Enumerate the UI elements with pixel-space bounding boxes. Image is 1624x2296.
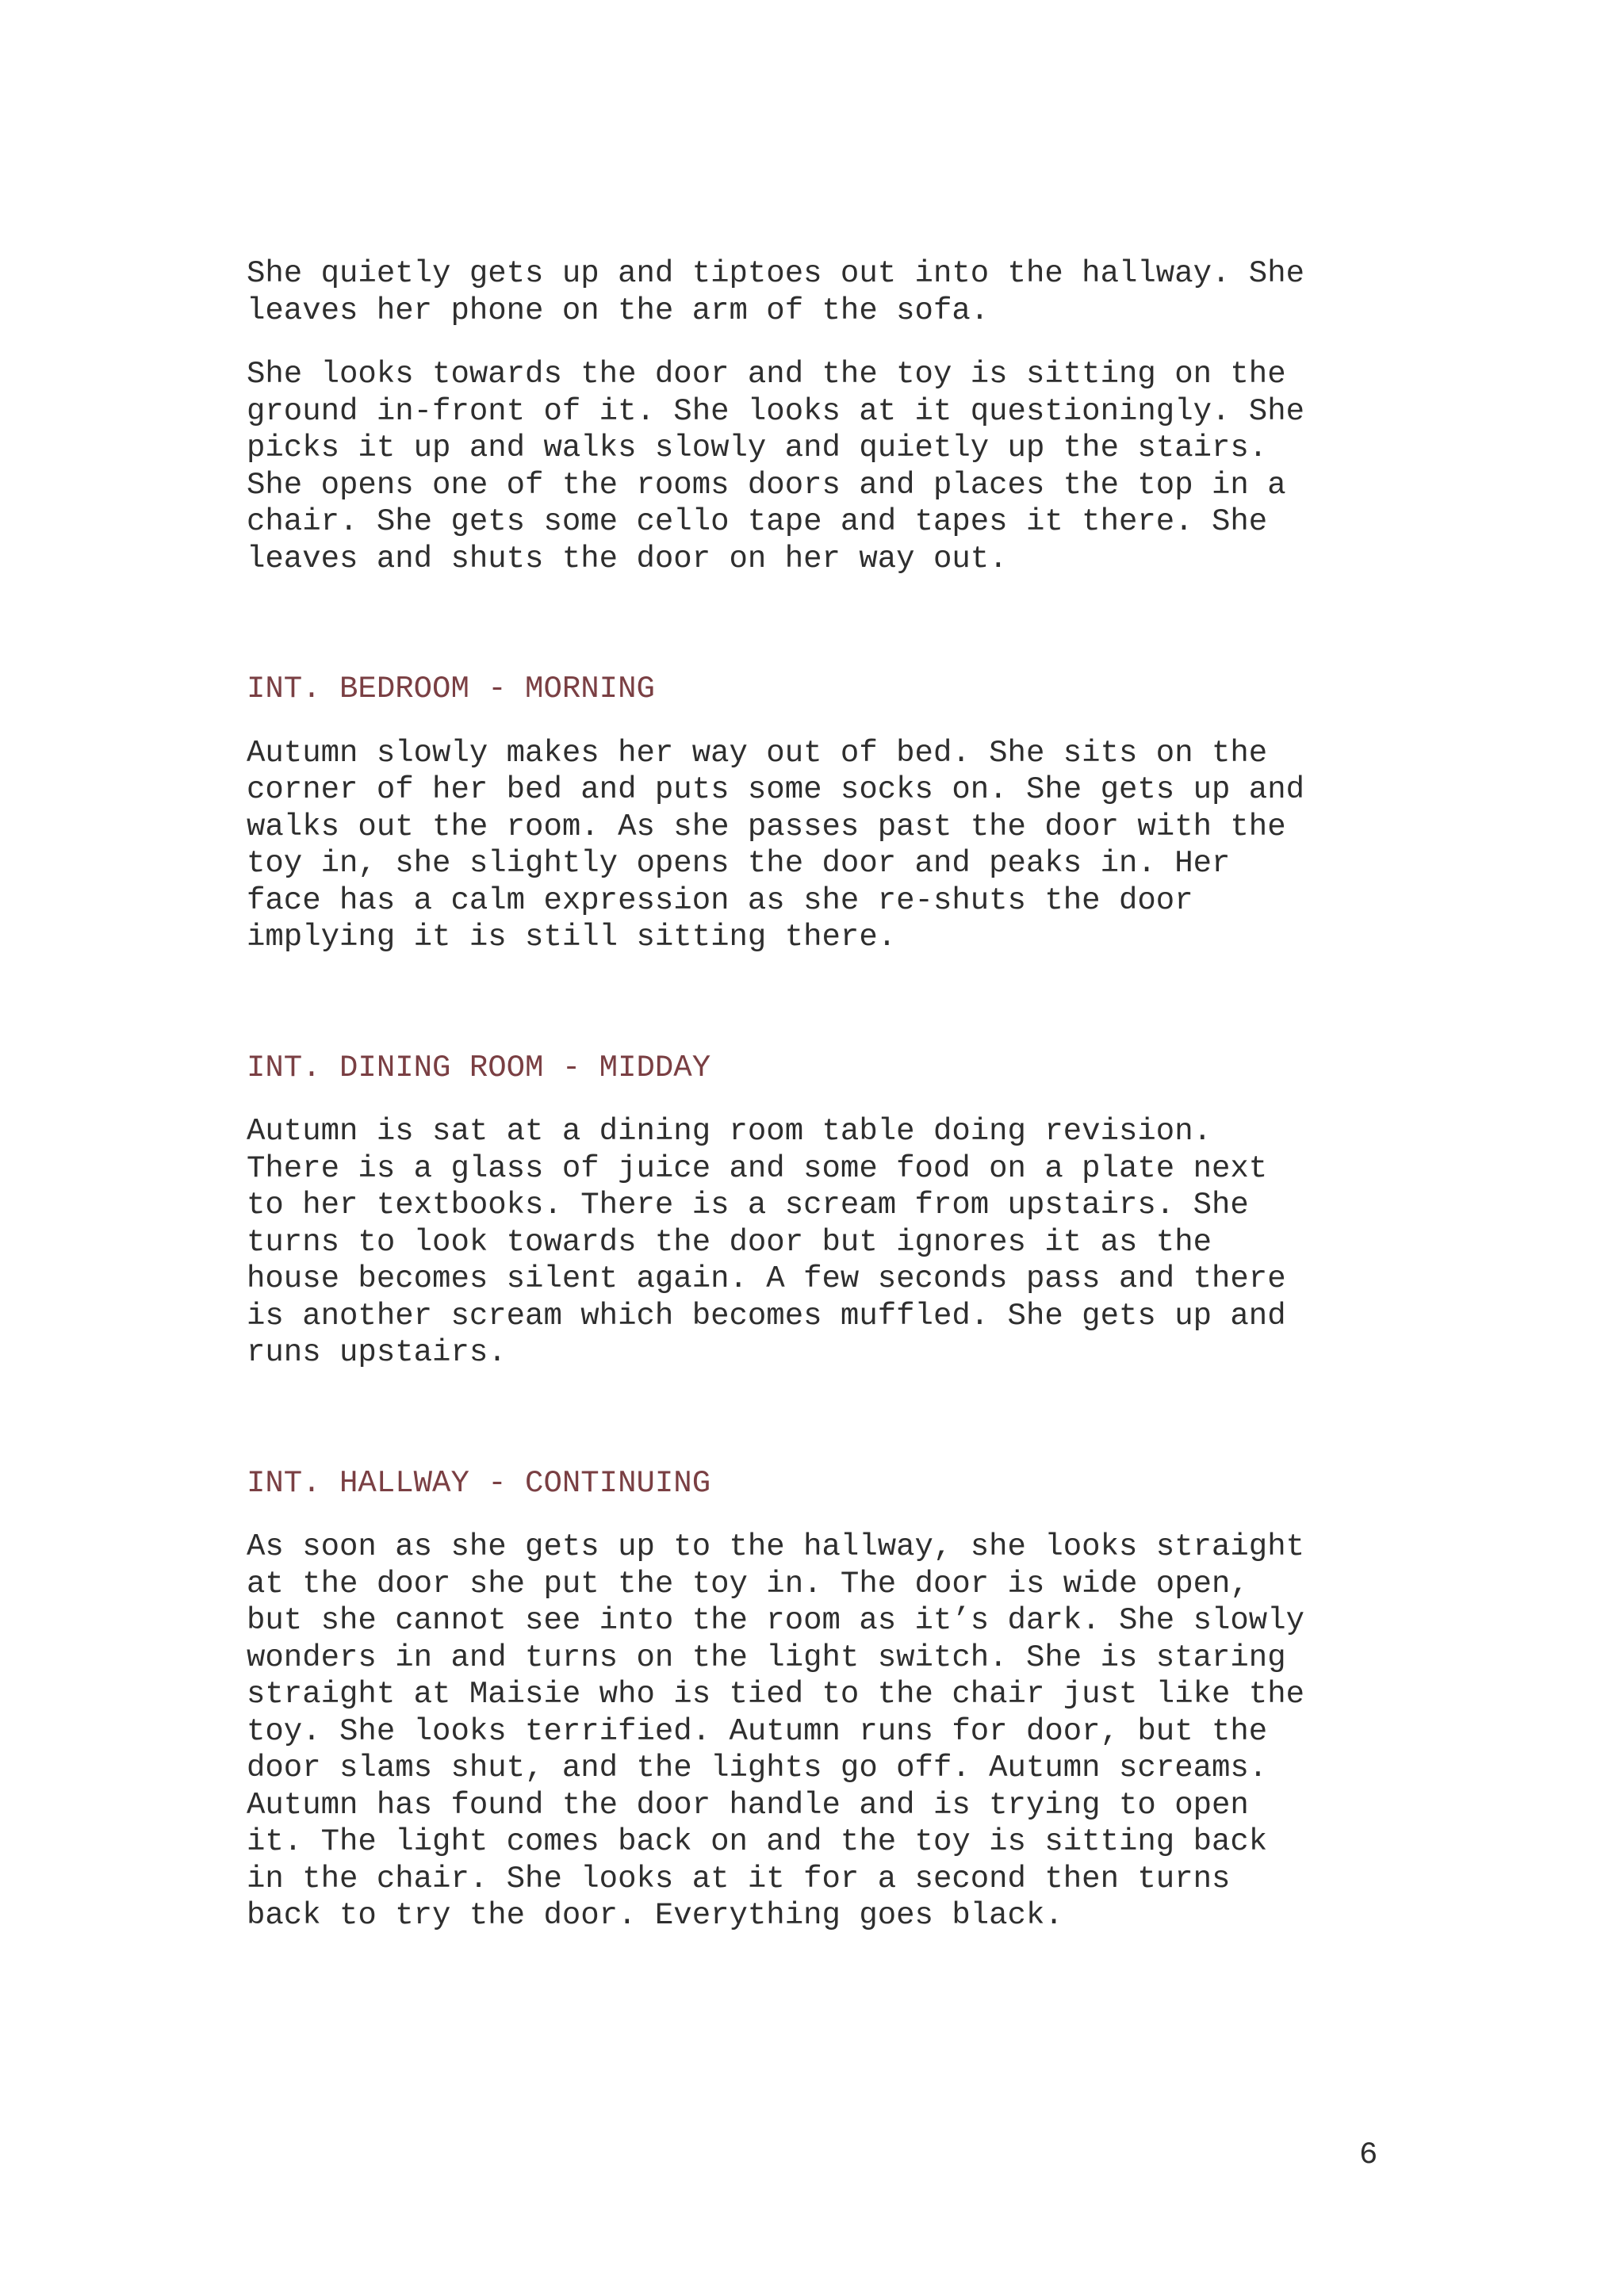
action-line: She opens one of the rooms doors and places the top in a [247,467,1286,503]
action-paragraph [247,735,1388,956]
action-paragraph [247,1529,1388,1934]
action-line: Autumn slowly makes her way out of bed. She sits on the [247,735,1268,771]
action-line: toy. She looks terrified. Autumn runs for door, but the [247,1713,1268,1749]
action-line: to her textbooks. There is a scream from upstairs. She [247,1188,1249,1223]
action-line: is another scream which becomes muffled. She gets up and [247,1298,1286,1334]
action-paragraph [247,356,1388,577]
action-line: wonders in and turns on the light switch. She is staring [247,1640,1286,1675]
action-line: walks out the room. As she passes past the door with the [247,809,1286,844]
action-line: leaves and shuts the door on her way out. [247,541,1008,576]
page-number: 6 [1359,2137,1378,2172]
action-line: back to try the door. Everything goes black. [247,1898,1063,1933]
scene-heading: INT. BEDROOM - MORNING [247,672,655,706]
action-line: She quietly gets up and tiptoes out into the hallway. She [247,256,1305,291]
action-paragraph [247,1113,1388,1372]
action-line: Autumn is sat at a dining room table doing revision. [247,1114,1212,1149]
action-line: face has a calm expression as she re-shuts the door [247,882,1193,918]
action-line: chair. She gets some cello tape and tapes it there. She [247,504,1268,539]
action-line: but she cannot see into the room as it’s dark. She slowly [247,1603,1305,1638]
action-paragraph [247,255,1388,329]
action-line: at the door she put the toy in. The door is wide open, [247,1566,1249,1601]
action-line: picks it up and walks slowly and quietly up the stairs. [247,430,1268,465]
action-line: implying it is still sitting there. [247,920,897,955]
action-line: She looks towards the door and the toy is sitting on the [247,357,1286,392]
action-line: it. The light comes back on and the toy is sitting back [247,1824,1268,1859]
action-line: corner of her bed and puts some socks on. She gets up and [247,772,1305,807]
action-line: Autumn has found the door handle and is trying to open [247,1787,1249,1823]
action-line: ground in-front of it. She looks at it questioningly. She [247,393,1305,429]
action-line: turns to look towards the door but ignores it as the [247,1224,1212,1260]
scene-heading: INT. DINING ROOM - MIDDAY [247,1050,711,1085]
action-line: There is a glass of juice and some food on a plate next [247,1150,1268,1186]
action-line: door slams shut, and the lights go off. Autumn screams. [247,1751,1268,1785]
scene-heading: INT. HALLWAY - CONTINUING [247,1465,711,1501]
action-line: toy in, she slightly opens the door and peaks in. Her [247,846,1231,881]
action-line: in the chair. She looks at it for a second then turns [247,1861,1231,1896]
action-line: straight at Maisie who is tied to the chair just like the [247,1677,1305,1712]
action-line: As soon as she gets up to the hallway, she looks straight [247,1529,1305,1564]
action-line: runs upstairs. [247,1335,507,1370]
action-line: house becomes silent again. A few seconds pass and there [247,1261,1286,1296]
script-body [247,255,1388,1934]
action-line: leaves her phone on the arm of the sofa. [247,293,990,328]
